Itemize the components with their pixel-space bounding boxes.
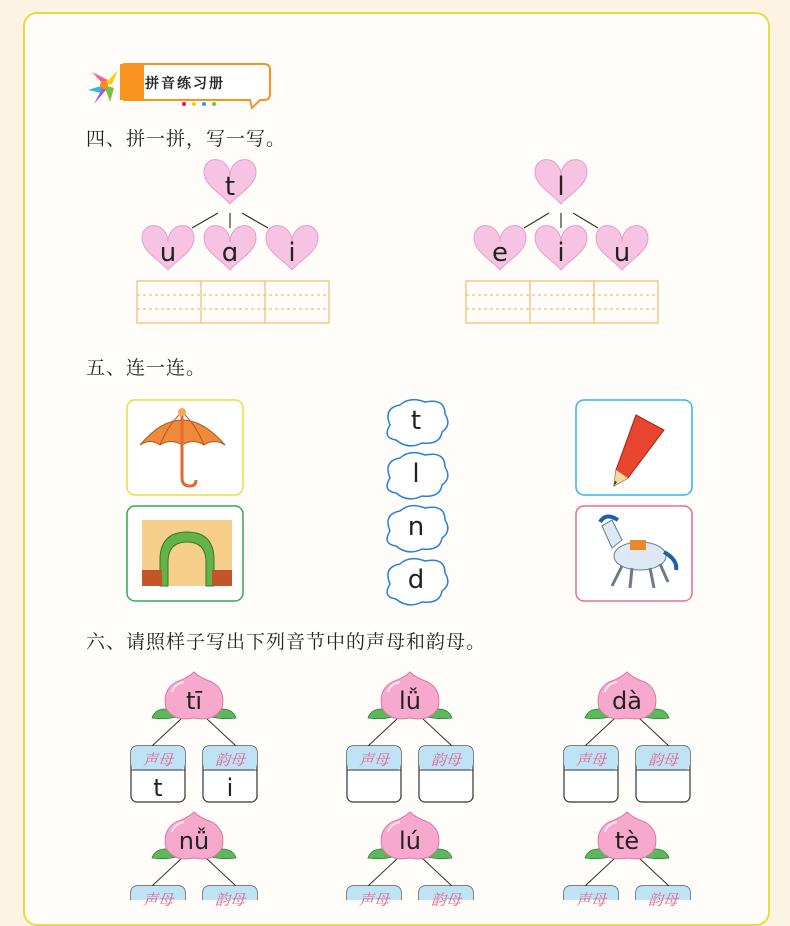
- banner-title: 拼音练习册: [145, 76, 225, 92]
- heart-letter: l: [557, 172, 565, 202]
- initial-answer[interactable]: [564, 774, 618, 804]
- heart-letter: t: [224, 172, 236, 202]
- final-answer[interactable]: [419, 774, 473, 804]
- peach-syllable: nǚ: [178, 827, 210, 855]
- heart-letter: i: [557, 238, 565, 268]
- final-label: 韵母: [214, 751, 245, 769]
- peach-syllable: dà: [612, 687, 642, 715]
- initial-label: 声母: [575, 891, 606, 909]
- heart-letter: e: [492, 238, 508, 268]
- initial-answer[interactable]: t: [153, 774, 163, 802]
- peach-syllable: lú: [399, 827, 421, 855]
- final-answer[interactable]: [636, 774, 690, 804]
- initial-label: 声母: [358, 891, 389, 909]
- peach-group-6: [564, 812, 690, 900]
- final-label: 韵母: [214, 891, 245, 909]
- heart-letter: u: [613, 238, 631, 268]
- section6-title: 六、请照样子写出下列音节中的声母和韵母。: [86, 631, 487, 653]
- cloud-letter: t: [410, 406, 422, 436]
- final-label: 韵母: [647, 751, 678, 769]
- peach-syllable: tī: [185, 687, 203, 715]
- final-answer[interactable]: i: [226, 774, 234, 802]
- final-label: 韵母: [430, 891, 461, 909]
- heart-letter: i: [288, 238, 296, 268]
- peach-group-4: [131, 812, 257, 900]
- initial-label: 声母: [358, 751, 389, 769]
- peach-group-5: [347, 812, 473, 900]
- section4-title: 四、拼一拼，写一写。: [86, 128, 287, 150]
- heart-letter: ɑ: [221, 238, 239, 268]
- section5-title: 五、连一连。: [86, 357, 207, 379]
- final-label: 韵母: [647, 891, 678, 909]
- initial-answer[interactable]: [347, 774, 401, 804]
- heart-letter: u: [159, 238, 177, 268]
- initial-label: 声母: [142, 751, 173, 769]
- cloud-letter: d: [407, 565, 425, 595]
- initial-label: 声母: [575, 751, 606, 769]
- cloud-letter: l: [412, 459, 420, 489]
- initial-label: 声母: [142, 891, 173, 909]
- peach-syllable: lǚ: [399, 687, 421, 715]
- final-label: 韵母: [430, 751, 461, 769]
- peach-syllable: tè: [614, 827, 640, 855]
- cloud-letter: n: [407, 512, 425, 542]
